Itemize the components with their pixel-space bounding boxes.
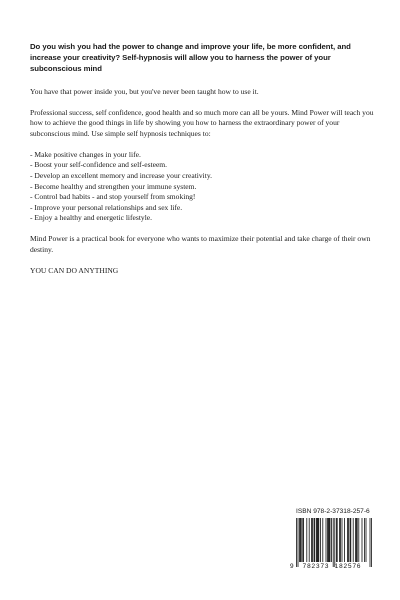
isbn-barcode bbox=[287, 517, 373, 571]
barcode-bar bbox=[300, 518, 301, 562]
barcode-bar bbox=[370, 518, 371, 567]
body-paragraph-2: Professional success, self confidence, good health and so much more can all be yours. Mind Power will teach you how to achieve the good things in life by showing you how to harness the extraordinary power of your subconscious mind. Use simple self hypnosis techniques to: bbox=[30, 107, 374, 138]
back-cover-text bbox=[30, 42, 375, 277]
barcode-bar bbox=[364, 518, 365, 562]
barcode-bar bbox=[327, 518, 328, 562]
barcode-bar bbox=[316, 518, 317, 562]
barcode-bar bbox=[317, 518, 318, 562]
barcode-bars bbox=[296, 518, 372, 567]
barcode-bar bbox=[330, 518, 331, 562]
list-item: - Develop an excellent memory and increase your creativity. bbox=[30, 171, 213, 181]
lead-paragraph: Do you wish you had the power to change and improve your life, be more confident, and increase your creativity? Self-hypnosis will allow you to harness the power of your subconscious mind bbox=[30, 42, 351, 73]
barcode-first-digit: 9 bbox=[290, 563, 294, 570]
barcode-bar bbox=[340, 518, 341, 562]
barcode-bar bbox=[358, 518, 359, 562]
barcode-bar bbox=[309, 518, 310, 562]
barcode-graphic bbox=[287, 517, 373, 571]
barcode-bar bbox=[301, 518, 302, 562]
barcode-bar bbox=[339, 518, 340, 562]
list-item: - Improve your personal relationships and sex life. bbox=[30, 202, 183, 212]
list-item: - Boost your self-confidence and self-esteem. bbox=[30, 160, 168, 170]
barcode-bar bbox=[322, 518, 323, 562]
barcode-bar bbox=[337, 518, 338, 562]
barcode-right-digits: 182576 bbox=[334, 563, 362, 570]
barcode-bar bbox=[306, 518, 307, 562]
list-item: - Control bad habits - and stop yourself from smoking! bbox=[30, 192, 196, 202]
barcode-bar bbox=[314, 518, 315, 562]
list-item: - Become healthy and strengthen your immune system. bbox=[30, 181, 197, 191]
barcode-bar bbox=[357, 518, 358, 562]
isbn-label: ISBN 978-2-37318-257-6 bbox=[296, 508, 370, 515]
barcode-bar bbox=[347, 518, 348, 562]
barcode-bar bbox=[296, 518, 297, 567]
barcode-bar bbox=[350, 518, 351, 562]
benefits-list bbox=[30, 150, 375, 224]
barcode-bar bbox=[366, 518, 367, 562]
barcode-bar bbox=[348, 518, 349, 562]
barcode-bar bbox=[331, 518, 332, 562]
barcode-bar bbox=[333, 518, 334, 567]
barcode-bar bbox=[318, 518, 319, 562]
barcode-bar bbox=[314, 518, 315, 562]
barcode-bar bbox=[344, 518, 345, 562]
list-item: - Make positive changes in your life. bbox=[30, 149, 141, 159]
body-paragraph-1: You have that power inside you, but you've never been taught how to use it. bbox=[30, 86, 259, 96]
barcode-bar bbox=[350, 518, 351, 562]
barcode-bar bbox=[312, 518, 313, 562]
barcode-bar bbox=[303, 518, 304, 562]
body-paragraph-3: Mind Power is a practical book for everyone who wants to maximize their potential and take charge of their own destiny. bbox=[30, 234, 371, 255]
barcode-bar bbox=[311, 518, 312, 562]
barcode-left-digits: 782373 bbox=[302, 563, 330, 570]
barcode-bar bbox=[342, 518, 343, 562]
barcode-bar bbox=[328, 518, 329, 562]
barcode-bar bbox=[302, 518, 303, 562]
barcode-bar bbox=[298, 518, 299, 567]
barcode-bar bbox=[318, 518, 319, 562]
barcode-bar bbox=[329, 518, 330, 562]
barcode-bar bbox=[353, 518, 354, 562]
barcode-bar bbox=[299, 518, 300, 562]
barcode-bar bbox=[356, 518, 357, 562]
tagline: YOU CAN DO ANYTHING bbox=[30, 266, 119, 275]
list-item: - Enjoy a healthy and energetic lifestyle. bbox=[30, 213, 153, 223]
barcode-bar bbox=[371, 518, 372, 567]
barcode-bar bbox=[334, 518, 335, 567]
barcode-bar bbox=[326, 518, 327, 562]
barcode-bar bbox=[362, 518, 363, 562]
barcode-bar bbox=[336, 518, 337, 562]
barcode-bar bbox=[355, 518, 356, 562]
barcode-bar bbox=[320, 518, 321, 562]
